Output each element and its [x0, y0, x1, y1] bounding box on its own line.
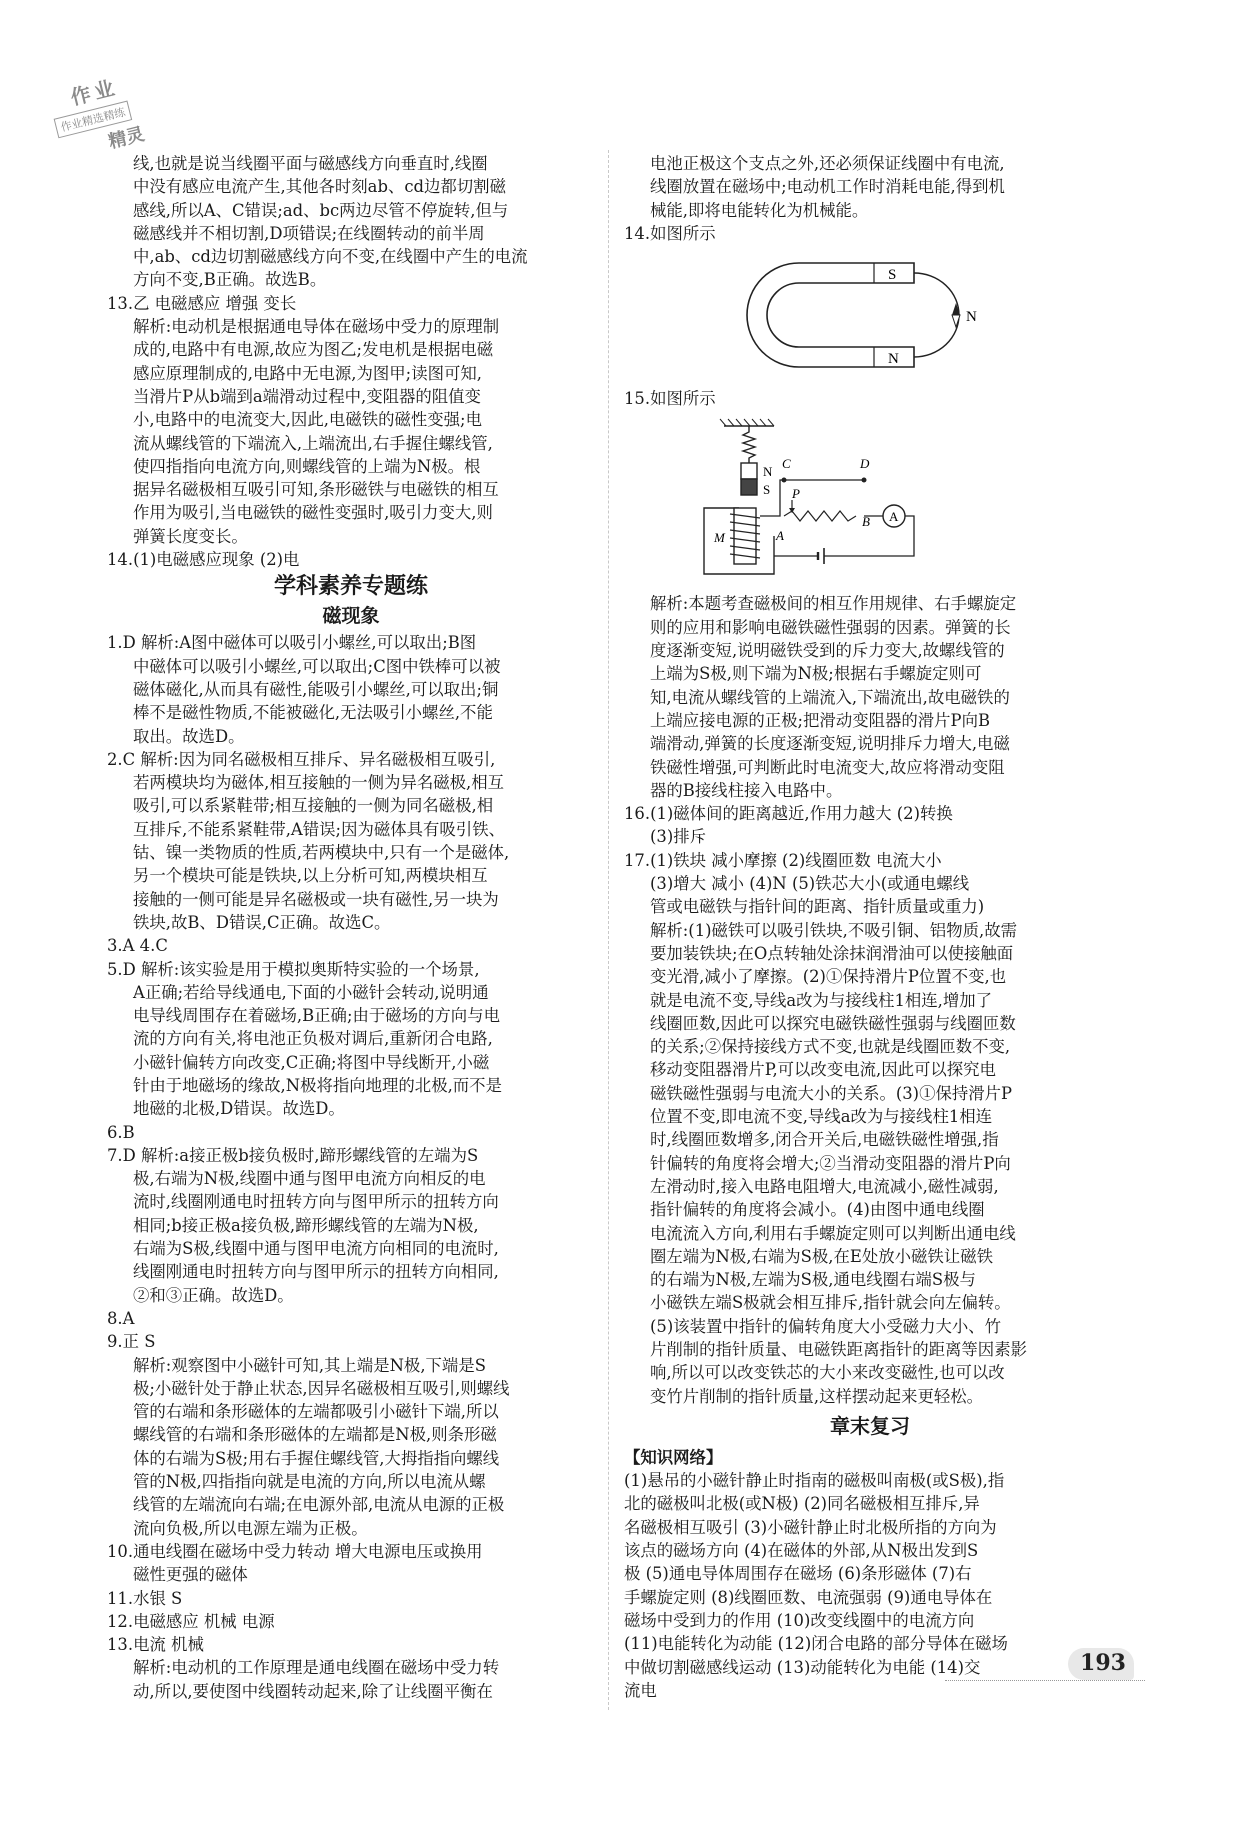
- fig14-needle-n-label: N: [966, 309, 977, 326]
- right-mid-line: 电流流入方向,利用右手螺旋定则可以判断出通电线: [650, 1223, 1016, 1243]
- left-column-line: 中,ab、cd边切割磁感线方向不变,在线圈中产生的电流: [133, 247, 528, 267]
- left-column-line: 6.B: [107, 1122, 135, 1142]
- fig15-ammeter-label: A: [889, 509, 899, 525]
- left-column-line: 2.C 解析:因为同名磁极相互排斥、异名磁极相互吸引,: [107, 749, 496, 769]
- left-column-line: 解析:电动机是根据通电导体在磁场中受力的原理制: [133, 317, 500, 337]
- right-mid-line: 小磁铁左端S极就会相互排斥,指针就会向左偏转。: [650, 1293, 1011, 1313]
- knowledge-network-line: 中做切割磁感线运动 (13)动能转化为电能 (14)交: [624, 1657, 981, 1677]
- left-column-line: 极,右端为N极,线圈中通与图甲电流方向相反的电: [133, 1169, 486, 1189]
- knowledge-network-line: 名磁极相互吸引 (3)小磁针静止时北极所指的方向为: [624, 1517, 997, 1537]
- fig15-s-label: S: [763, 482, 771, 498]
- left-column-line: 12.电磁感应 机械 电源: [107, 1611, 275, 1631]
- left-column-line: 中没有感应电流产生,其他各时刻ab、cd边都切割磁: [133, 177, 506, 197]
- right-mid-line: (3)增大 减小 (4)N (5)铁芯大小(或通电螺线: [650, 874, 970, 894]
- left-column-line: 感线,所以A、C错误;ad、bc两边尽管不停旋转,但与: [133, 200, 509, 220]
- knowledge-network-line: (1)悬吊的小磁针静止时指南的磁极叫南极(或S极),指: [624, 1471, 1005, 1491]
- left-column-line: 磁现象: [322, 605, 380, 628]
- bar-magnet-n: [741, 463, 757, 479]
- right-mid-line: 移动变阻器滑片P,可以改变电流,因此可以探究电: [650, 1060, 996, 1080]
- left-column-line: 9.正 S: [107, 1332, 156, 1352]
- left-column-line: ②和③正确。故选D。: [133, 1285, 294, 1305]
- terminal-c: [782, 478, 787, 483]
- right-mid-line: 响,所以可以改变铁芯的大小来改变磁性,也可以改: [650, 1363, 1005, 1383]
- left-column-line: 棒不是磁性物质,不能被磁化,无法吸引小螺丝,不能: [133, 703, 493, 723]
- right-mid-line: 解析:(1)磁铁可以吸引铁块,不吸引铜、铝物质,故需: [650, 920, 1017, 940]
- fig15-c-label: C: [782, 456, 791, 472]
- left-column-line: 取出。故选D。: [133, 726, 245, 746]
- left-column-line: 感应原理制成的,电路中无电源,为图甲;读图可知,: [133, 363, 482, 383]
- fig14-s-pole-label: S: [888, 267, 897, 284]
- stamp-line-3: 精灵: [106, 123, 147, 153]
- q15-label: 15.如图所示: [624, 389, 716, 409]
- left-column-line: 线圈刚通电时扭转方向与图甲所示的扭转方向相同,: [133, 1262, 499, 1282]
- right-mid-line: 器的B接线柱接入电路中。: [650, 780, 843, 800]
- left-column-line: 磁感线并不相切割,D项错误;在线圈转动的前半周: [133, 223, 485, 243]
- left-column-line: 磁体磁化,从而具有磁性,能吸引小螺丝,可以取出;铜: [133, 679, 499, 699]
- left-column-line: 极;小磁针处于静止状态,因异名磁极相互吸引,则螺线: [133, 1378, 510, 1398]
- right-bottom-text: [624, 1446, 1116, 1702]
- page-number: 193: [1080, 1650, 1126, 1676]
- left-column-line: 流时,线圈刚通电时扭转方向与图甲所示的扭转方向: [133, 1192, 499, 1212]
- rheostat-resistor: [784, 511, 856, 521]
- left-column-line: 解析:电动机的工作原理是通电线圈在磁场中受力转: [133, 1658, 500, 1678]
- left-column-line: 流的方向有关,将电池正负极对调后,重新闭合电路,: [133, 1029, 493, 1049]
- left-column-line: 小磁针偏转方向改变,C正确;将图中导线断开,小磁: [133, 1052, 490, 1072]
- right-mid-line: 则的应用和影响电磁铁磁性强弱的因素。弹簧的长: [650, 617, 1011, 637]
- knowledge-network-line: (11)电能转化为动能 (12)闭合电路的部分导体在磁场: [624, 1634, 1008, 1654]
- right-mid-line: 左滑动时,接入电路电阻增大,电流减小,磁性减弱,: [650, 1176, 999, 1196]
- right-mid-line: 就是电流不变,导线a改为与接线柱1相连,增加了: [650, 990, 993, 1010]
- right-mid-line: 变竹片削制的指针质量,这样摆动起来更轻松。: [650, 1386, 984, 1406]
- left-column: [107, 152, 595, 1703]
- left-column-line: 动,所以,要使图中线圈转动起来,除了让线圈平衡在: [133, 1681, 493, 1701]
- left-column-line: 地磁的北极,D错误。故选D。: [133, 1099, 345, 1119]
- right-top-line: 14.如图所示: [624, 223, 716, 243]
- right-mid-text: [624, 592, 1116, 1407]
- left-column-line: 线管的左端流向右端;在电源外部,电流从电源的正极: [133, 1495, 505, 1515]
- right-mid-line: 铁磁性增强,可判断此时电流变大,故应将滑动变阻: [650, 757, 1005, 777]
- left-column-line: 吸引,可以系紧鞋带;相互接触的一侧为同名磁极,相: [133, 796, 494, 816]
- right-mid-line: 解析:本题考查磁极间的相互作用规律、右手螺旋定: [650, 594, 1017, 614]
- left-column-line: 磁性更强的磁体: [133, 1565, 248, 1585]
- terminal-d: [862, 478, 867, 483]
- right-mid-line: 磁铁磁性强弱与电流大小的关系。(3)①保持滑片P: [650, 1083, 1013, 1103]
- knowledge-network-line: 极 (5)通电导体周围存在磁场 (6)条形磁体 (7)右: [624, 1564, 972, 1584]
- chapter-review-heading: 章末复习: [830, 1413, 910, 1438]
- left-column-line: 14.(1)电磁感应现象 (2)电: [107, 550, 300, 570]
- right-mid-line: (3)排斥: [650, 827, 706, 847]
- left-column-line: 流从螺线管的下端流入,上端流出,右手握住螺线管,: [133, 433, 493, 453]
- left-column-line: 8.A: [107, 1308, 135, 1328]
- footer-rule: [945, 1680, 1145, 1681]
- right-mid-line: 上端为S极,则下端为N极;根据右手螺旋定则可: [650, 664, 982, 684]
- left-column-line: 螺线管的右端和条形磁体的左端都是N极,则条形磁: [133, 1425, 497, 1445]
- left-column-line: 钴、镍一类物质的性质,若两模块中,只有一个是磁体,: [133, 843, 510, 863]
- right-mid-line: 上端应接电源的正极;把滑动变阻器的滑片P向B: [650, 710, 991, 730]
- knowledge-network-line: 手螺旋定则 (8)线圈匝数、电流强弱 (9)通电导体在: [624, 1587, 993, 1607]
- knowledge-network-line: 流电: [624, 1680, 657, 1700]
- fig15-m-label: M: [714, 530, 725, 546]
- right-mid-line: 位置不变,即电流不变,导线a改为与接线柱1相连: [650, 1107, 993, 1127]
- right-mid-line: 指针偏转的角度将会减小。(4)由图中通电线圈: [650, 1200, 985, 1220]
- left-column-line: 右端为S极,线圈中通与图甲电流方向相同的电流时,: [133, 1239, 499, 1259]
- right-mid-line: 的右端为N极,左端为S极,通电线圈右端S极与: [650, 1270, 976, 1290]
- figure-14-horseshoe-magnet: [704, 251, 1004, 381]
- left-column-line: 11.水银 S: [107, 1588, 183, 1608]
- fig14-n-pole-label: N: [888, 351, 899, 368]
- left-column-line: 流向负极,所以电源左端为正极。: [133, 1518, 368, 1538]
- right-mid-line: 变光滑,减小了摩擦。(2)①保持滑片P位置不变,也: [650, 967, 1007, 987]
- wire-top: [760, 480, 864, 516]
- left-column-line: 相同;b接正极a接负极,蹄形螺线管的左端为N极,: [133, 1215, 479, 1235]
- left-column-line: 线,也就是说当线圈平面与磁感线方向垂直时,线圈: [133, 154, 488, 173]
- right-mid-line: 片削制的指针质量、电磁铁距离指针的距离等因素影: [650, 1339, 1027, 1359]
- left-column-line: 学科素养专题练: [273, 574, 428, 600]
- knowledge-network-line: 【知识网络】: [624, 1447, 723, 1467]
- right-mid-line: 端滑动,弹簧的长度逐渐变短,说明排斥力增大,电磁: [650, 734, 1010, 754]
- left-column-line: 方向不变,B正确。故选B。: [133, 270, 327, 290]
- right-mid-line: 针偏转的角度将会增大;②当滑动变阻器的滑片P向: [650, 1153, 1011, 1173]
- right-mid-line: 17.(1)铁块 减小摩擦 (2)线圈匝数 电流大小: [624, 850, 942, 870]
- spring: [743, 426, 755, 463]
- left-column-line: 弹簧长度变长。: [133, 526, 248, 546]
- left-column-line: 互排斥,不能系紧鞋带,A错误;因为磁体具有吸引铁、: [133, 819, 505, 839]
- left-column-line: 体的右端为S极;用右手握住螺线管,大拇指指向螺线: [133, 1448, 500, 1468]
- right-mid-line: 知,电流从螺线管的上端流入,下端流出,故电磁铁的: [650, 687, 1010, 707]
- right-mid-line: 管或电磁铁与指针间的距离、指针质量或重力): [650, 897, 985, 917]
- right-column: [624, 152, 1116, 1702]
- left-column-line: 10.通电线圈在磁场中受力转动 增大电源电压或换用: [107, 1541, 483, 1561]
- knowledge-network-line: 磁场中受到力的作用 (10)改变线圈中的电流方向: [624, 1610, 975, 1630]
- left-column-line: 13.乙 电磁感应 增强 变长: [107, 293, 297, 313]
- left-column-line: 1.D 解析:A图中磁体可以吸引小螺丝,可以取出;B图: [107, 633, 477, 653]
- left-column-line: 接触的一侧可能是异名磁极或一块有磁性,另一块为: [133, 889, 499, 909]
- right-mid-line: 圈左端为N极,右端为S极,在E处放小磁铁让磁铁: [650, 1246, 993, 1266]
- right-mid-line: 时,线圈匝数增多,闭合开关后,电磁铁磁性增强,指: [650, 1130, 999, 1150]
- left-column-line: 3.A 4.C: [107, 936, 168, 956]
- right-mid-line: (5)该装置中指针的偏转角度大小受磁力大小、竹: [650, 1316, 1002, 1336]
- fig15-d-label: D: [860, 456, 870, 472]
- bar-magnet-s: [741, 479, 757, 495]
- left-column-line: 小,电路中的电流变大,因此,电磁铁的磁性变强;电: [133, 410, 482, 430]
- ceiling-hatch: [720, 419, 774, 426]
- left-column-line: 当滑片P从b端到a端滑动过程中,变阻器的阻值变: [133, 386, 481, 406]
- right-mid-line: 16.(1)磁体间的距离越近,作用力越大 (2)转换: [624, 804, 953, 824]
- right-top-line: 械能,即将电能转化为机械能。: [650, 200, 869, 220]
- fig15-a-label: A: [776, 528, 784, 544]
- right-mid-line: 度逐渐变短,说明磁铁受到的斥力变大,故螺线管的: [650, 641, 1005, 661]
- left-column-line: 若两模块均为磁体,相互接触的一侧为异名磁极,相互: [133, 773, 505, 793]
- stamp-line-2: 作业精选精练: [54, 101, 133, 139]
- left-column-line: 作用为吸引,当电磁铁的磁性变强时,吸引力变大,则: [133, 503, 493, 523]
- fig15-n-label: N: [763, 464, 773, 480]
- right-mid-line: 线圈匝数,因此可以探究电磁铁磁性强弱与线圈匝数: [650, 1013, 1016, 1033]
- fig15-b-label: B: [862, 514, 870, 530]
- left-column-line: 13.电流 机械: [107, 1635, 204, 1655]
- left-column-line: 针由于地磁场的缘故,N极将指向地理的北极,而不是: [133, 1075, 502, 1095]
- left-column-line: 7.D 解析:a接正极b接负极时,蹄形螺线管的左端为S: [107, 1145, 479, 1165]
- column-divider: [608, 150, 609, 1710]
- left-column-line: 使四指指向电流方向,则螺线管的上端为N极。根: [133, 456, 481, 476]
- right-mid-line: 的关系;②保持接线方式不变,也就是线圈匝数不变,: [650, 1037, 1011, 1057]
- knowledge-network-line: 该点的磁场方向 (4)在磁体的外部,从N极出发到S: [624, 1541, 979, 1561]
- stamp-line-1: 作业: [68, 74, 121, 110]
- fig15-p-label: P: [792, 486, 800, 502]
- left-column-line: 铁块,故B、D错误,C正确。故选C。: [133, 912, 391, 932]
- left-column-line: 管的右端和条形磁体的左端都吸引小磁针下端,所以: [133, 1402, 499, 1422]
- figure-15-electromagnet-circuit: [684, 416, 944, 586]
- left-column-line: A正确;若给导线通电,下面的小磁针会转动,说明通: [133, 982, 489, 1002]
- left-column-line: 电导线周围存在着磁场,B正确;由于磁场的方向与电: [133, 1006, 500, 1026]
- left-column-line: 5.D 解析:该实验是用于模拟奥斯特实验的一个场景,: [107, 959, 480, 979]
- right-top-line: 线圈放置在磁场中;电动机工作时消耗电能,得到机: [650, 177, 1005, 197]
- right-mid-line: 要加装铁块;在O点转轴处涂抹润滑油可以使接触面: [650, 943, 1014, 963]
- right-top-text: [624, 152, 1116, 245]
- left-column-line: 据异名磁极相互吸引可知,条形磁铁与电磁铁的相互: [133, 480, 499, 500]
- knowledge-network-line: 北的磁极叫北极(或N极) (2)同名磁极相互排斥,异: [624, 1494, 980, 1514]
- left-column-line: 解析:观察图中小磁针可知,其上端是N极,下端是S: [133, 1355, 486, 1375]
- left-column-line: 成的,电路中有电源,故应为图乙;发电机是根据电磁: [133, 340, 494, 360]
- left-column-line: 中磁体可以吸引小螺丝,可以取出;C图中铁棒可以被: [133, 656, 501, 676]
- left-column-line: 另一个模块可能是铁块,以上分析可知,两模块相互: [133, 866, 488, 886]
- left-column-line: 管的N极,四指指向就是电流的方向,所以电流从螺: [133, 1472, 486, 1492]
- right-top-line: 电池正极这个支点之外,还必须保证线圈中有电流,: [650, 154, 1005, 173]
